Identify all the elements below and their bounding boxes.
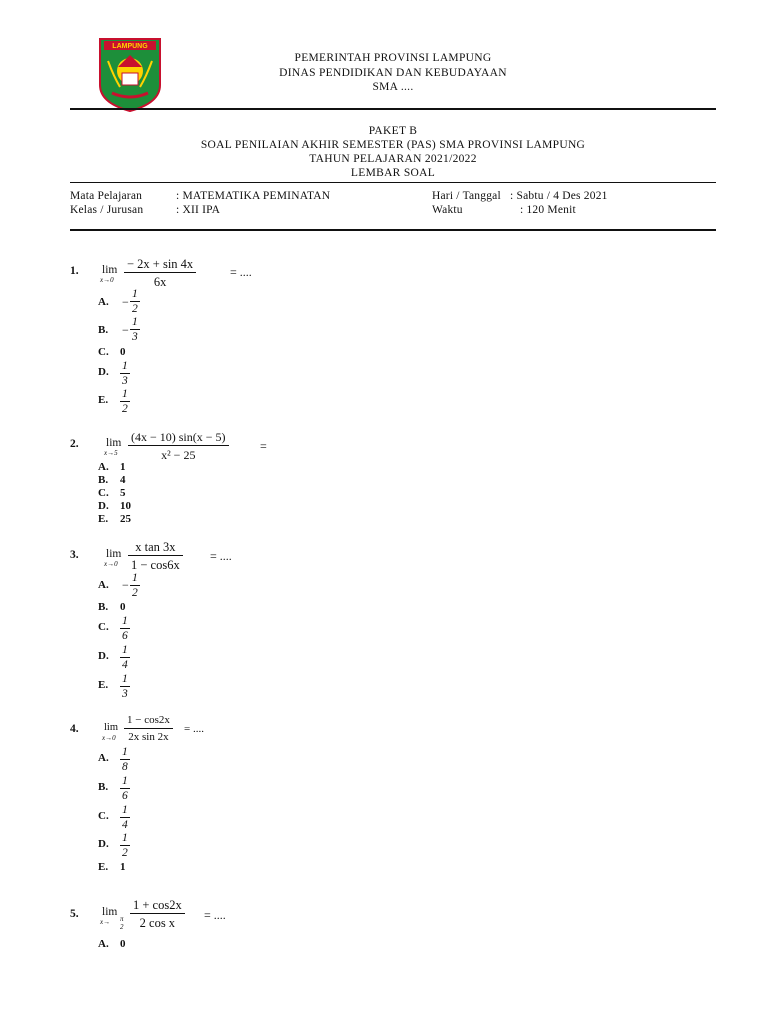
limit-operator: lim x→0 xyxy=(100,264,118,284)
option-fraction: 1 6 xyxy=(122,775,128,802)
time-value: : 120 Menit xyxy=(520,204,576,216)
option-letter: D. xyxy=(98,366,109,378)
denominator: 6x xyxy=(153,275,167,289)
class-label: Kelas / Jurusan xyxy=(70,204,144,216)
option-value: 0 xyxy=(120,601,126,613)
numerator: x tan 3x xyxy=(135,540,176,554)
sheet-title: LEMBAR SOAL xyxy=(350,167,436,179)
option-letter: E. xyxy=(98,679,109,691)
paket-label: PAKET B xyxy=(368,125,418,137)
numerator: − 2x + sin 4x xyxy=(127,257,194,271)
question-number: 1. xyxy=(70,265,79,277)
denominator: x² − 25 xyxy=(161,448,196,462)
minus-sign: − xyxy=(122,323,129,337)
limit-operator: lim x→5 xyxy=(104,437,122,457)
lampung-emblem-logo xyxy=(98,37,162,113)
equals-tail: = .... xyxy=(210,549,232,563)
option-fraction: 1 3 xyxy=(122,673,128,700)
option-letter: A. xyxy=(98,752,109,764)
option-fraction: 1 8 xyxy=(122,746,128,773)
option-letter: C. xyxy=(98,487,109,499)
numerator: 1 − cos2x xyxy=(127,714,170,726)
question-number: 5. xyxy=(70,908,79,920)
numerator: 1 + cos2x xyxy=(133,898,182,912)
minus-sign: − xyxy=(122,578,129,592)
date-value: : Sabtu / 4 Des 2021 xyxy=(510,190,608,202)
question-number: 4. xyxy=(70,723,79,735)
limit-subscript: x→5 xyxy=(104,449,118,457)
limit-subscript-pi: π xyxy=(120,915,124,923)
option-letter: D. xyxy=(98,650,109,662)
subject-label: Mata Pelajaran xyxy=(70,190,143,202)
option-value: 0 xyxy=(120,346,126,358)
question-fraction xyxy=(124,714,173,744)
info-divider xyxy=(70,229,716,231)
limit-subscript-two: 2 xyxy=(120,923,124,931)
exam-title-block xyxy=(170,124,616,180)
header-line-3: SMA .... xyxy=(372,81,414,93)
minus-sign: − xyxy=(122,295,129,309)
question-fraction xyxy=(128,430,229,462)
option-fraction: 1 4 xyxy=(122,804,128,831)
option-fraction: 1 2 xyxy=(122,832,128,859)
date-label: Hari / Tanggal xyxy=(432,190,501,202)
option-letter: B. xyxy=(98,781,109,793)
time-label: Waktu xyxy=(432,204,463,216)
limit-subscript: x→0 xyxy=(102,734,116,742)
question-number: 3. xyxy=(70,549,79,561)
option-letter: B. xyxy=(98,474,109,486)
option-fraction: 1 2 xyxy=(132,572,138,599)
option-value: 1 xyxy=(120,461,126,473)
exam-title: SOAL PENILAIAN AKHIR SEMESTER (PAS) SMA PROVINSI LAMPUNG xyxy=(200,139,586,151)
option-letter: E. xyxy=(98,513,109,525)
limit-subscript: x→0 xyxy=(100,276,114,284)
header-line-2: DINAS PENDIDIKAN DAN KEBUDAYAAN xyxy=(279,67,507,79)
equals-tail: = .... xyxy=(184,723,204,735)
limit-operator: lim x→0 xyxy=(104,548,122,568)
header-divider xyxy=(70,108,716,110)
option-fraction: 1 2 xyxy=(132,288,138,315)
option-fraction: 1 6 xyxy=(122,615,128,642)
option-letter: B. xyxy=(98,324,109,336)
option-letter: E. xyxy=(98,394,109,406)
option-letter: A. xyxy=(98,579,109,591)
option-letter: D. xyxy=(98,838,109,850)
option-fraction: 1 3 xyxy=(132,316,138,343)
denominator: 2 cos x xyxy=(139,916,176,930)
numerator: (4x − 10) sin(x − 5) xyxy=(131,430,226,444)
option-value: 4 xyxy=(120,474,126,486)
limit-operator: lim x→0 xyxy=(102,722,119,742)
option-letter: A. xyxy=(98,461,109,473)
option-fraction: 1 3 xyxy=(122,360,128,387)
option-value: 5 xyxy=(120,487,126,499)
option-letter: B. xyxy=(98,601,109,613)
option-fraction: 1 2 xyxy=(122,388,128,415)
option-letter: A. xyxy=(98,938,109,950)
question-number: 2. xyxy=(70,438,79,450)
subject-value: : MATEMATIKA PEMINATAN xyxy=(176,190,331,202)
option-letter: A. xyxy=(98,296,109,308)
title-divider xyxy=(70,182,716,183)
class-value: : XII IPA xyxy=(176,204,221,216)
question-fraction xyxy=(124,257,196,289)
equals-tail: = .... xyxy=(230,265,252,279)
question-fraction xyxy=(130,898,185,930)
denominator: 2x sin 2x xyxy=(128,731,169,743)
option-fraction: 1 4 xyxy=(122,644,128,671)
question-fraction xyxy=(128,540,183,572)
limit-subscript: x→0 xyxy=(104,560,118,568)
limit-subscript: x→ xyxy=(100,918,111,926)
equals-tail: = .... xyxy=(204,908,226,922)
option-letter: C. xyxy=(98,810,109,822)
limit-operator: lim x→ xyxy=(100,906,118,926)
header-line-1: PEMERINTAH PROVINSI LAMPUNG xyxy=(294,52,492,64)
option-value: 25 xyxy=(120,513,131,525)
option-letter: D. xyxy=(98,500,109,512)
logo-text: LAMPUNG xyxy=(112,43,148,50)
denominator: 1 − cos6x xyxy=(131,558,180,572)
option-value: 0 xyxy=(120,938,126,950)
equals-tail: = xyxy=(260,439,267,453)
option-value: 1 xyxy=(120,861,126,873)
option-value: 10 xyxy=(120,500,131,512)
option-letter: E. xyxy=(98,861,109,873)
option-letter: C. xyxy=(98,621,109,633)
school-year: TAHUN PELAJARAN 2021/2022 xyxy=(309,153,477,165)
option-letter: C. xyxy=(98,346,109,358)
